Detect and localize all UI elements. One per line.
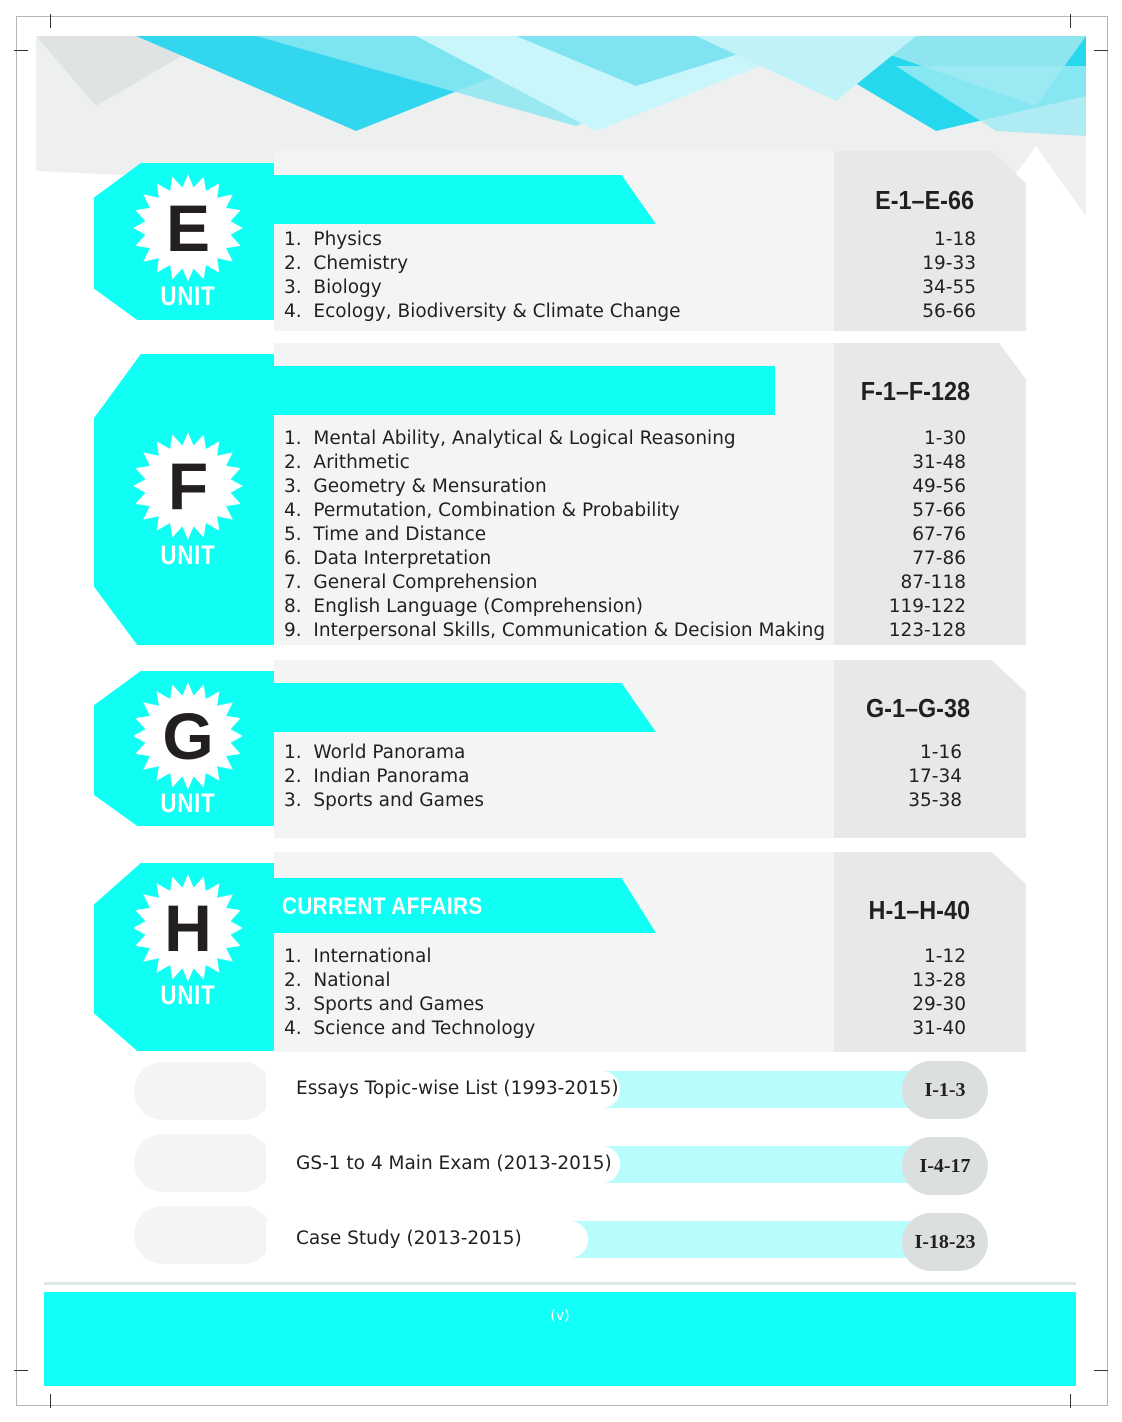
list-item — [284, 475, 547, 499]
list-item — [284, 789, 484, 813]
item-number: 1. — [284, 946, 302, 967]
list-item — [284, 451, 410, 475]
list-item — [284, 945, 432, 969]
extra-code: I-18-23 — [902, 1213, 988, 1271]
footer-divider — [44, 1282, 1076, 1285]
crop-mark — [14, 1370, 28, 1371]
unit-g-range: G-1–G-38 — [865, 693, 970, 723]
item-title: Time and Distance — [313, 524, 487, 545]
item-number: 7. — [284, 572, 302, 593]
page-number: (v) — [550, 1308, 570, 1324]
list-item — [284, 499, 680, 523]
item-pages: 35-38 — [908, 790, 962, 811]
item-pages: 19-33 — [922, 253, 976, 274]
pill-cap — [134, 1206, 272, 1264]
crop-mark — [1070, 1394, 1071, 1408]
item-number: 3. — [284, 994, 302, 1015]
list-item — [284, 619, 825, 643]
crop-mark — [50, 1394, 51, 1408]
item-title: Indian Panorama — [313, 766, 470, 787]
unit-e-label: UNIT — [160, 281, 216, 311]
item-number: 2. — [284, 766, 302, 787]
list-item — [284, 969, 391, 993]
item-title: Physics — [313, 229, 382, 250]
item-pages: 57-66 — [912, 500, 966, 521]
item-title: General Comprehension — [313, 572, 538, 593]
item-title: World Panorama — [313, 742, 466, 763]
item-pages: 13-28 — [912, 970, 966, 991]
item-pages: 17-34 — [908, 766, 962, 787]
item-title: Geometry & Mensuration — [313, 476, 547, 497]
extra-label: GS-1 to 4 Main Exam (2013-2015) — [296, 1153, 612, 1174]
item-title: Chemistry — [313, 253, 409, 274]
item-title: Permutation, Combination & Probability — [313, 500, 680, 521]
item-number: 4. — [284, 1018, 302, 1039]
unit-h-label: UNIT — [160, 980, 216, 1010]
item-number: 2. — [284, 970, 302, 991]
extra-label: Case Study (2013-2015) — [296, 1228, 522, 1249]
extra-code: I-1-3 — [902, 1061, 988, 1119]
item-title: Interpersonal Skills, Communication & Decision Making — [313, 620, 826, 641]
item-number: 5. — [284, 524, 302, 545]
item-number: 4. — [284, 500, 302, 521]
item-pages: 67-76 — [912, 524, 966, 545]
item-title: Sports and Games — [313, 790, 485, 811]
item-number: 1. — [284, 428, 302, 449]
item-pages: 119-122 — [888, 596, 966, 617]
item-number: 1. — [284, 229, 302, 250]
crop-mark — [1094, 1370, 1108, 1371]
item-title: Ecology, Biodiversity & Climate Change — [313, 301, 681, 322]
item-pages: 49-56 — [912, 476, 966, 497]
unit-f-range: F-1–F-128 — [860, 376, 970, 406]
item-pages: 31-40 — [912, 1018, 966, 1039]
list-item — [284, 228, 382, 252]
unit-e-range: E-1–E-66 — [875, 185, 974, 215]
item-number: 6. — [284, 548, 302, 569]
crop-mark — [1094, 50, 1108, 51]
extra-code: I-4-17 — [902, 1137, 988, 1195]
item-pages: 31-48 — [912, 452, 966, 473]
item-pages: 1-18 — [934, 229, 976, 250]
item-title: Mental Ability, Analytical & Logical Reasoning — [313, 428, 736, 449]
unit-g-letter: G — [162, 699, 214, 773]
item-title: Arithmetic — [313, 452, 410, 473]
list-item — [284, 595, 643, 619]
pill-cap — [134, 1134, 272, 1192]
list-item — [284, 765, 469, 789]
item-number: 3. — [284, 476, 302, 497]
item-pages: 1-30 — [924, 428, 966, 449]
footer-band — [44, 1292, 1076, 1386]
extra-label: Essays Topic-wise List (1993-2015) — [296, 1078, 619, 1099]
item-number: 4. — [284, 301, 302, 322]
item-number: 2. — [284, 452, 302, 473]
unit-g-label: UNIT — [160, 788, 216, 818]
list-item — [284, 427, 736, 451]
list-item — [284, 741, 465, 765]
crop-mark — [50, 14, 51, 28]
unit-e-letter: E — [165, 191, 211, 265]
list-item — [284, 547, 491, 571]
unit-g-ribbon — [274, 683, 656, 732]
list-item — [284, 1017, 535, 1041]
item-title: Data Interpretation — [313, 548, 492, 569]
item-number: 2. — [284, 253, 302, 274]
item-number: 3. — [284, 790, 302, 811]
list-item — [284, 571, 537, 595]
item-title: National — [313, 970, 391, 991]
list-item — [284, 993, 484, 1017]
item-pages: 87-118 — [900, 572, 966, 593]
list-item — [284, 252, 408, 276]
item-pages: 77-86 — [912, 548, 966, 569]
item-title: International — [313, 946, 432, 967]
unit-f-ribbon — [274, 366, 775, 415]
unit-h-letter: H — [164, 891, 212, 965]
unit-f-letter: F — [167, 449, 209, 523]
list-item — [284, 300, 681, 324]
crop-mark — [1070, 14, 1071, 28]
item-pages: 56-66 — [922, 301, 976, 322]
item-pages: 34-55 — [922, 277, 976, 298]
pill-cap — [134, 1062, 272, 1120]
item-title: Sports and Games — [313, 994, 485, 1015]
item-title: Biology — [313, 277, 382, 298]
item-pages: 1-12 — [924, 946, 966, 967]
unit-h-title: CURRENT AFFAIRS — [282, 893, 483, 920]
item-number: 1. — [284, 742, 302, 763]
unit-f-label: UNIT — [160, 540, 216, 570]
item-title: English Language (Comprehension) — [313, 596, 643, 617]
item-title: Science and Technology — [313, 1018, 536, 1039]
item-pages: 123-128 — [888, 620, 966, 641]
item-number: 3. — [284, 277, 302, 298]
list-item — [284, 276, 382, 300]
unit-h-range: H-1–H-40 — [868, 895, 970, 925]
item-number: 8. — [284, 596, 302, 617]
item-number: 9. — [284, 620, 302, 641]
item-pages: 1-16 — [920, 742, 962, 763]
list-item — [284, 523, 486, 547]
item-pages: 29-30 — [912, 994, 966, 1015]
crop-mark — [14, 50, 28, 51]
unit-e-ribbon — [274, 175, 656, 224]
